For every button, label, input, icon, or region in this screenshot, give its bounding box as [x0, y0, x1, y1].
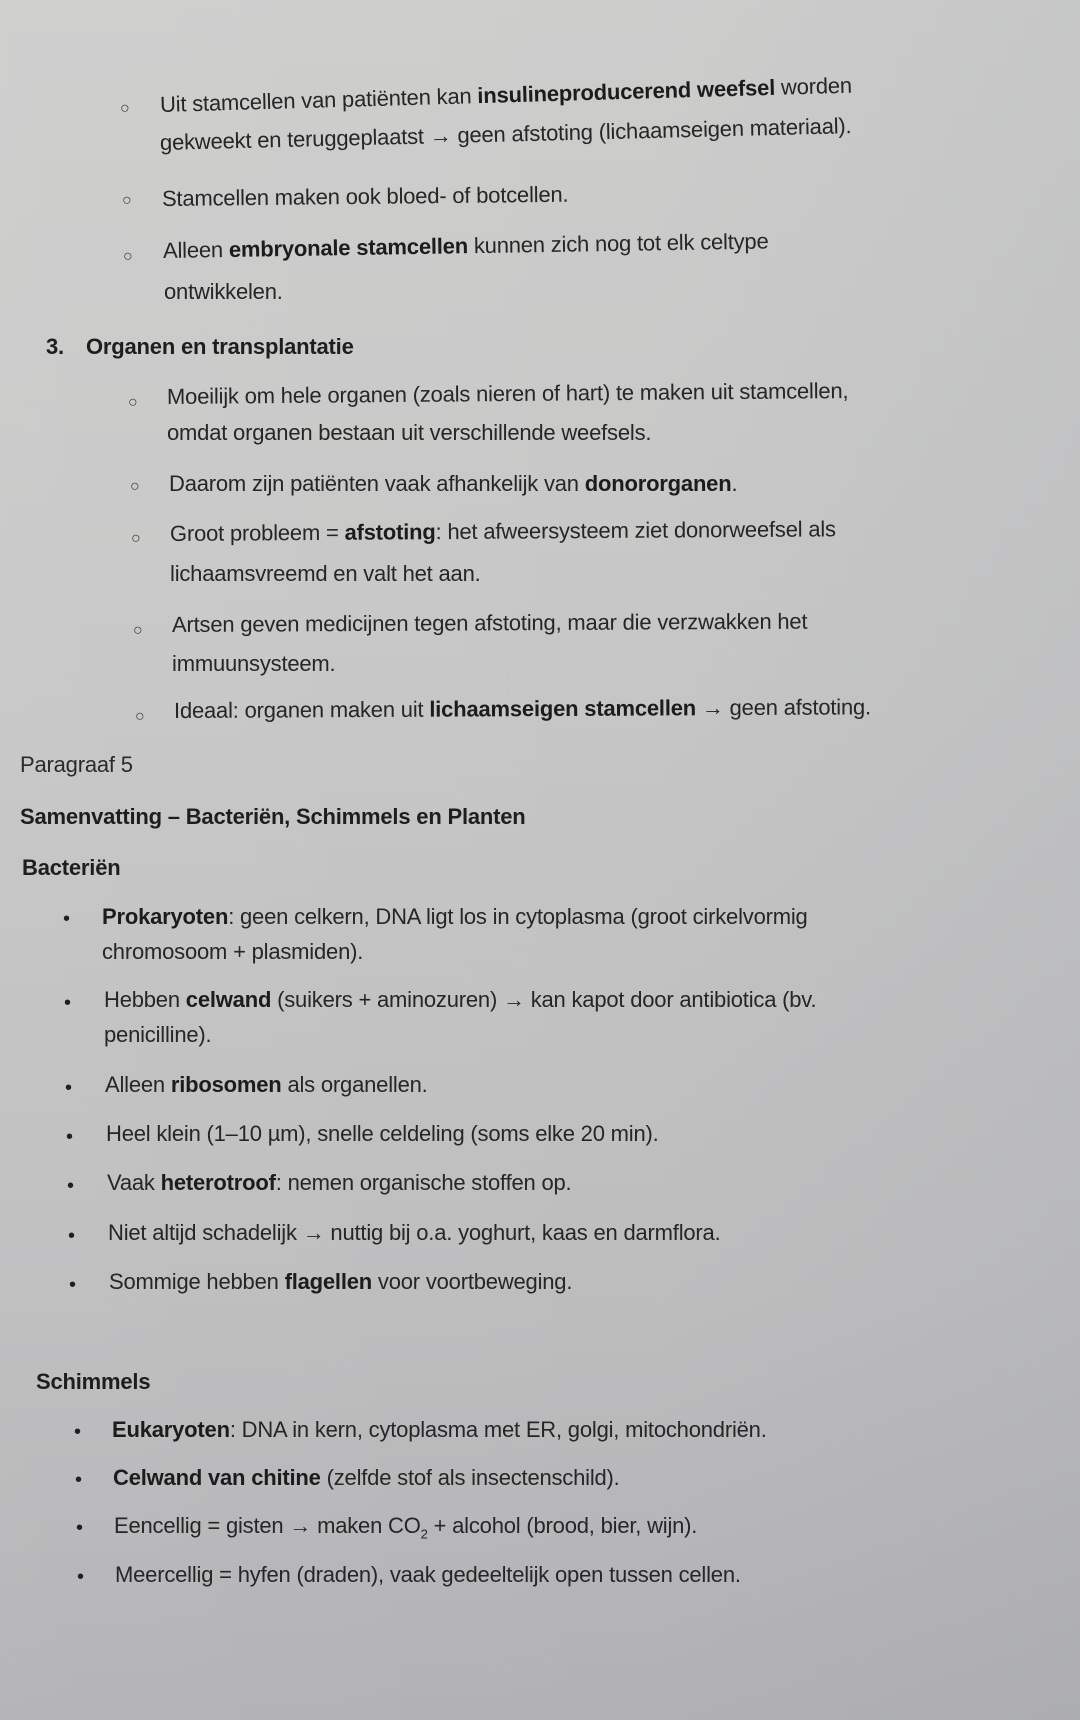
- list-item-organ-1-line1: Moeilijk om hele organen (zoals nieren of hart) te maken uit stamcellen,: [166, 378, 849, 409]
- list-item-stemcell-1-line2: gekweekt en teruggeplaatst → geen afstoting (lichaamseigen materiaal).: [159, 113, 852, 155]
- filled-bullet-icon: •: [68, 1225, 76, 1247]
- list-item-organ-2: Daarom zijn patiënten vaak afhankelijk van donororganen.: [169, 471, 738, 496]
- list-item-bacteria-5: Vaak heterotroof: nemen organische stoffen op.: [107, 1170, 572, 1195]
- list-item-bacteria-3: Alleen ribosomen als organellen.: [105, 1072, 428, 1097]
- filled-bullet-icon: •: [69, 1274, 77, 1296]
- list-item-fungi-4: Meercellig = hyfen (draden), vaak gedeeltelijk open tussen cellen.: [115, 1562, 741, 1587]
- list-item-bacteria-1-line1: Prokaryoten: geen celkern, DNA ligt los in cytoplasma (groot cirkelvormig: [102, 904, 808, 929]
- hollow-bullet-icon: ○: [130, 478, 140, 495]
- section-title-organen: Organen en transplantatie: [86, 334, 354, 359]
- list-item-stemcell-1-line1: Uit stamcellen van patiënten kan insulineproducerend weefsel worden: [159, 72, 853, 117]
- hollow-bullet-icon: ○: [133, 622, 143, 639]
- section-title-bacterien: Bacteriën: [22, 855, 121, 880]
- section-title-schimmels: Schimmels: [36, 1369, 151, 1394]
- hollow-bullet-icon: ○: [131, 530, 141, 547]
- filled-bullet-icon: •: [74, 1421, 82, 1443]
- hollow-bullet-icon: ○: [123, 248, 133, 265]
- list-item-organ-5: Ideaal: organen maken uit lichaamseigen stamcellen → geen afstoting.: [173, 694, 872, 723]
- hollow-bullet-icon: ○: [120, 100, 130, 117]
- summary-title: Samenvatting – Bacteriën, Schimmels en Planten: [20, 804, 526, 829]
- list-item-fungi-3: Eencellig = gisten → maken $CO_2$ + alcohol (brood, bier, wijn).: [114, 1513, 698, 1542]
- filled-bullet-icon: •: [65, 1077, 73, 1099]
- list-item-bacteria-4: Heel klein (1–10 µm), snelle celdeling (soms elke 20 min).: [106, 1121, 659, 1146]
- paragraph-label: Paragraaf 5: [20, 752, 133, 777]
- filled-bullet-icon: •: [66, 1126, 74, 1148]
- list-item-stemcell-2: Stamcellen maken ook bloed- of botcellen.: [161, 181, 569, 211]
- hollow-bullet-icon: ○: [128, 394, 138, 411]
- list-item-bacteria-6: Niet altijd schadelijk → nuttig bij o.a. yoghurt, kaas en darmflora.: [108, 1220, 721, 1245]
- hollow-bullet-icon: ○: [135, 708, 145, 725]
- list-item-fungi-2: Celwand van chitine (zelfde stof als insectenschild).: [113, 1465, 620, 1490]
- list-item-bacteria-2-line2: penicilline).: [104, 1022, 212, 1047]
- hollow-bullet-icon: ○: [122, 192, 132, 209]
- list-item-organ-3-line1: Groot probleem = afstoting: het afweersysteem ziet donorweefsel als: [169, 516, 836, 546]
- list-item-organ-4-line1: Artsen geven medicijnen tegen afstoting, maar die verzwakken het: [171, 608, 808, 637]
- list-item-stemcell-3-line1: Alleen embryonale stamcellen kunnen zich nog tot elk celtype: [162, 228, 769, 263]
- list-item-organ-3-line2: lichaamsvreemd en valt het aan.: [170, 561, 481, 586]
- list-item-bacteria-1-line2: chromosoom + plasmiden).: [102, 939, 364, 964]
- filled-bullet-icon: •: [64, 992, 72, 1014]
- filled-bullet-icon: •: [76, 1517, 84, 1539]
- filled-bullet-icon: •: [77, 1566, 85, 1588]
- list-item-organ-1-line2: omdat organen bestaan uit verschillende weefsels.: [167, 420, 652, 445]
- list-item-bacteria-7: Sommige hebben flagellen voor voortbeweging.: [109, 1269, 573, 1294]
- list-item-fungi-1: Eukaryoten: DNA in kern, cytoplasma met ER, golgi, mitochondriën.: [112, 1417, 767, 1442]
- filled-bullet-icon: •: [67, 1175, 75, 1197]
- filled-bullet-icon: •: [63, 908, 71, 930]
- section-number: 3.: [46, 334, 64, 359]
- list-item-bacteria-2-line1: Hebben celwand (suikers + aminozuren) → kan kapot door antibiotica (bv.: [104, 987, 817, 1012]
- filled-bullet-icon: •: [75, 1469, 83, 1491]
- list-item-organ-4-line2: immuunsysteem.: [172, 651, 336, 676]
- list-item-stemcell-3-line2: ontwikkelen.: [164, 279, 283, 304]
